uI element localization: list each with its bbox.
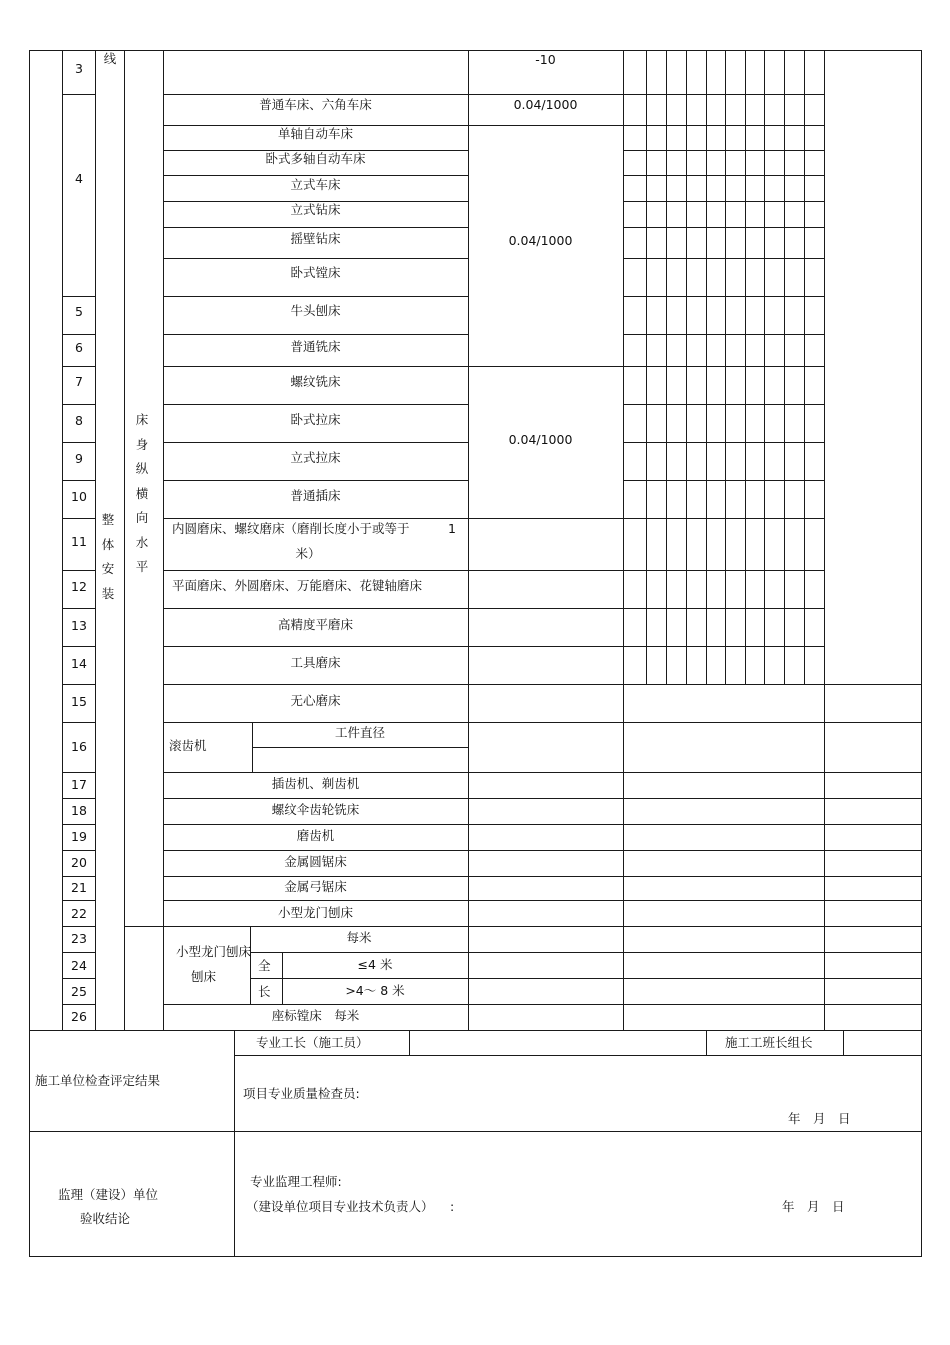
row-no-23: 23 xyxy=(71,931,87,946)
date-label: 年 月 日 xyxy=(788,1111,851,1126)
grid-line xyxy=(468,978,922,979)
grid-line xyxy=(623,50,624,684)
quality-inspector-label: 项目专业质量检查员: xyxy=(243,1086,360,1101)
row-no-11: 11 xyxy=(71,534,87,549)
machine-name: 座标镗床 每米 xyxy=(271,1008,360,1023)
grid-line xyxy=(623,125,824,126)
grid-line xyxy=(124,926,163,927)
header-col-label: 线 xyxy=(103,51,117,66)
row-no-10: 10 xyxy=(71,489,87,504)
grid-line xyxy=(62,1004,95,1005)
grid-line xyxy=(824,50,825,684)
machine-name-number: 1 xyxy=(448,521,456,536)
grid-line xyxy=(468,94,623,95)
check-label-vertical: 床身纵横向水平 xyxy=(135,412,149,574)
grid-line xyxy=(623,684,624,1030)
machine-name: 摇壁钻床 xyxy=(290,231,341,246)
grid-line xyxy=(468,798,922,799)
grid-line xyxy=(921,50,922,1256)
row-no-12: 12 xyxy=(71,579,87,594)
machine-name: 内圆磨床、螺纹磨床（磨削长度小于或等于 xyxy=(172,521,410,536)
tolerance-value: 0.04/1000 xyxy=(508,432,573,447)
sub-label: ≤4 米 xyxy=(357,957,393,972)
planer-full-label: 全 xyxy=(258,958,271,973)
grid-line xyxy=(468,608,623,609)
row-no-19: 19 xyxy=(71,829,87,844)
grid-line xyxy=(623,570,824,571)
sub-label: 每米 xyxy=(346,930,372,945)
grid-line xyxy=(29,1256,922,1257)
tolerance-value: 0.04/1000 xyxy=(508,233,573,248)
machine-name: 小型龙门刨床 xyxy=(277,905,353,920)
row-no-16: 16 xyxy=(71,739,87,754)
row-no-8: 8 xyxy=(75,413,83,428)
grid-line xyxy=(62,926,95,927)
row-no-25: 25 xyxy=(71,984,87,999)
grid-line xyxy=(163,608,468,609)
grid-line xyxy=(623,150,824,151)
machine-name: 金属圆锯床 xyxy=(284,854,347,869)
grid-line xyxy=(468,876,922,877)
grid-line xyxy=(764,50,765,684)
grid-line xyxy=(623,201,824,202)
grid-line xyxy=(163,404,468,405)
grid-line xyxy=(804,50,805,684)
machine-name: 无心磨床 xyxy=(290,693,341,708)
grid-line xyxy=(725,50,726,684)
grid-line xyxy=(234,1055,922,1056)
grid-line xyxy=(163,1004,468,1005)
grid-line xyxy=(745,50,746,684)
row-no-7: 7 xyxy=(75,374,83,389)
planer-length-label: 长 xyxy=(258,984,271,999)
grid-line xyxy=(468,646,623,647)
row-no-17: 17 xyxy=(71,777,87,792)
grid-line xyxy=(468,50,469,1030)
machine-name: 立式拉床 xyxy=(290,450,341,465)
grid-line xyxy=(62,334,95,335)
grid-line xyxy=(468,366,623,367)
grid-line xyxy=(666,50,667,684)
grid-line xyxy=(163,258,468,259)
machine-name: 金属弓锯床 xyxy=(284,879,347,894)
date-label-2: 年 月 日 xyxy=(782,1199,845,1214)
grid-line xyxy=(623,258,824,259)
grid-line xyxy=(163,684,468,685)
machine-name: 滚齿机 xyxy=(169,738,207,753)
grid-line xyxy=(824,684,825,1030)
row-no-4: 4 xyxy=(75,171,83,186)
row-no-26: 26 xyxy=(71,1009,87,1024)
grid-line xyxy=(623,442,824,443)
grid-line xyxy=(706,1030,707,1055)
grid-line xyxy=(62,876,95,877)
machine-name: 工具磨床 xyxy=(290,655,341,670)
grid-line xyxy=(163,876,468,877)
grid-line xyxy=(468,518,623,519)
grid-line xyxy=(468,684,922,685)
supervision-engineer-label: 专业监理工程师: xyxy=(250,1174,342,1189)
grid-line xyxy=(163,722,468,723)
grid-line xyxy=(29,1030,922,1031)
machine-name: 牛头刨床 xyxy=(290,303,341,318)
row-no-21: 21 xyxy=(71,880,87,895)
machine-name: 米） xyxy=(295,546,321,561)
grid-line xyxy=(62,480,95,481)
grid-line xyxy=(784,50,785,684)
machine-name: 螺纹铣床 xyxy=(290,374,341,389)
grid-line xyxy=(62,442,95,443)
row-no-15: 15 xyxy=(71,694,87,709)
grid-line xyxy=(163,646,468,647)
machine-name: 立式车床 xyxy=(290,177,341,192)
foreman-label: 专业工长（施工员） xyxy=(256,1035,369,1050)
supervision-label: 监理（建设）单位 xyxy=(58,1187,159,1202)
grid-line xyxy=(623,175,824,176)
grid-line xyxy=(468,570,623,571)
machine-name: 插齿机、剃齿机 xyxy=(271,776,360,791)
grid-line xyxy=(623,366,824,367)
grid-line xyxy=(468,1004,922,1005)
grid-line xyxy=(62,772,95,773)
grid-line xyxy=(124,50,125,1030)
group-label-vertical: 整体安装 xyxy=(101,512,115,601)
colon: : xyxy=(450,1199,455,1214)
grid-line xyxy=(646,50,647,684)
machine-name: 磨齿机 xyxy=(296,828,335,843)
tolerance-value: 0.04/1000 xyxy=(513,97,578,112)
planer-group-label: 小型龙门刨床 xyxy=(176,944,252,959)
machine-name: 卧式多轴自动车床 xyxy=(265,151,366,166)
grid-line xyxy=(62,646,95,647)
machine-name: 卧式镗床 xyxy=(290,265,341,280)
grid-line xyxy=(62,850,95,851)
grid-line xyxy=(62,824,95,825)
grid-line xyxy=(163,296,468,297)
grid-line xyxy=(163,94,468,95)
grid-line xyxy=(468,850,922,851)
sub-label: 工件直径 xyxy=(334,725,385,740)
grid-line xyxy=(163,824,468,825)
grid-line xyxy=(29,1131,922,1132)
grid-line xyxy=(62,722,95,723)
acceptance-conclusion-label: 验收结论 xyxy=(80,1211,131,1226)
planer-group-label-2: 刨床 xyxy=(191,969,217,984)
grid-line xyxy=(163,175,468,176)
row-no-3: 3 xyxy=(75,61,83,76)
row-no-24: 24 xyxy=(71,958,87,973)
grid-line xyxy=(163,442,468,443)
grid-line xyxy=(623,518,824,519)
grid-line xyxy=(163,480,468,481)
row-no-6: 6 xyxy=(75,340,83,355)
grid-line xyxy=(163,518,468,519)
grid-line xyxy=(468,952,922,953)
grid-line xyxy=(468,926,922,927)
grid-line xyxy=(163,772,468,773)
grid-line xyxy=(706,50,707,684)
grid-line xyxy=(623,94,824,95)
grid-line xyxy=(468,900,922,901)
sub-label: >4～ 8 米 xyxy=(345,983,405,998)
machine-name: 螺纹伞齿轮铣床 xyxy=(271,802,360,817)
grid-line xyxy=(62,570,95,571)
grid-line xyxy=(409,1030,410,1055)
team-leader-label: 施工工班长组长 xyxy=(725,1035,813,1050)
grid-line xyxy=(623,334,824,335)
grid-line xyxy=(163,850,468,851)
grid-line xyxy=(623,404,824,405)
grid-line xyxy=(62,952,95,953)
grid-line xyxy=(843,1030,844,1055)
grid-line xyxy=(62,798,95,799)
grid-line xyxy=(62,296,95,297)
grid-line xyxy=(62,518,95,519)
row-no-9: 9 xyxy=(75,451,83,466)
grid-line xyxy=(163,334,468,335)
owner-rep-label: （建设单位项目专业技术负责人） xyxy=(246,1199,434,1214)
grid-line xyxy=(686,50,687,684)
grid-line xyxy=(623,480,824,481)
machine-name: 高精度平磨床 xyxy=(277,617,353,632)
grid-line xyxy=(62,404,95,405)
grid-line xyxy=(623,227,824,228)
row-no-22: 22 xyxy=(71,906,87,921)
row-no-18: 18 xyxy=(71,803,87,818)
grid-line xyxy=(62,94,95,95)
row-no-5: 5 xyxy=(75,304,83,319)
row-no-14: 14 xyxy=(71,656,87,671)
grid-line xyxy=(623,296,824,297)
grid-line xyxy=(29,50,30,1256)
machine-name: 普通铣床 xyxy=(290,339,341,354)
grid-line xyxy=(468,722,922,723)
grid-line xyxy=(163,798,468,799)
machine-name: 平面磨床、外圆磨床、万能磨床、花键轴磨床 xyxy=(172,578,423,593)
machine-name: 卧式拉床 xyxy=(290,412,341,427)
grid-line xyxy=(62,978,95,979)
grid-line xyxy=(163,366,468,367)
machine-name: 普通车床、六角车床 xyxy=(259,97,372,112)
grid-line xyxy=(234,1030,235,1256)
row-no-13: 13 xyxy=(71,618,87,633)
grid-line xyxy=(62,684,95,685)
grid-line xyxy=(62,608,95,609)
grid-line xyxy=(163,227,468,228)
grid-line xyxy=(468,824,922,825)
grid-line xyxy=(95,50,96,1030)
machine-name: 立式钻床 xyxy=(290,202,341,217)
machine-name: 单轴自动车床 xyxy=(277,126,353,141)
construction-result-label: 施工单位检查评定结果 xyxy=(35,1073,161,1088)
grid-line xyxy=(62,900,95,901)
grid-line xyxy=(623,608,824,609)
grid-line xyxy=(163,926,468,927)
row-no-20: 20 xyxy=(71,855,87,870)
grid-line xyxy=(468,125,623,126)
grid-line xyxy=(468,772,922,773)
grid-line xyxy=(163,900,468,901)
machine-name: 普通插床 xyxy=(290,488,341,503)
item3-tolerance: -10 xyxy=(535,52,556,67)
grid-line xyxy=(62,366,95,367)
grid-line xyxy=(623,646,824,647)
grid-line xyxy=(252,747,468,748)
grid-line xyxy=(163,570,468,571)
